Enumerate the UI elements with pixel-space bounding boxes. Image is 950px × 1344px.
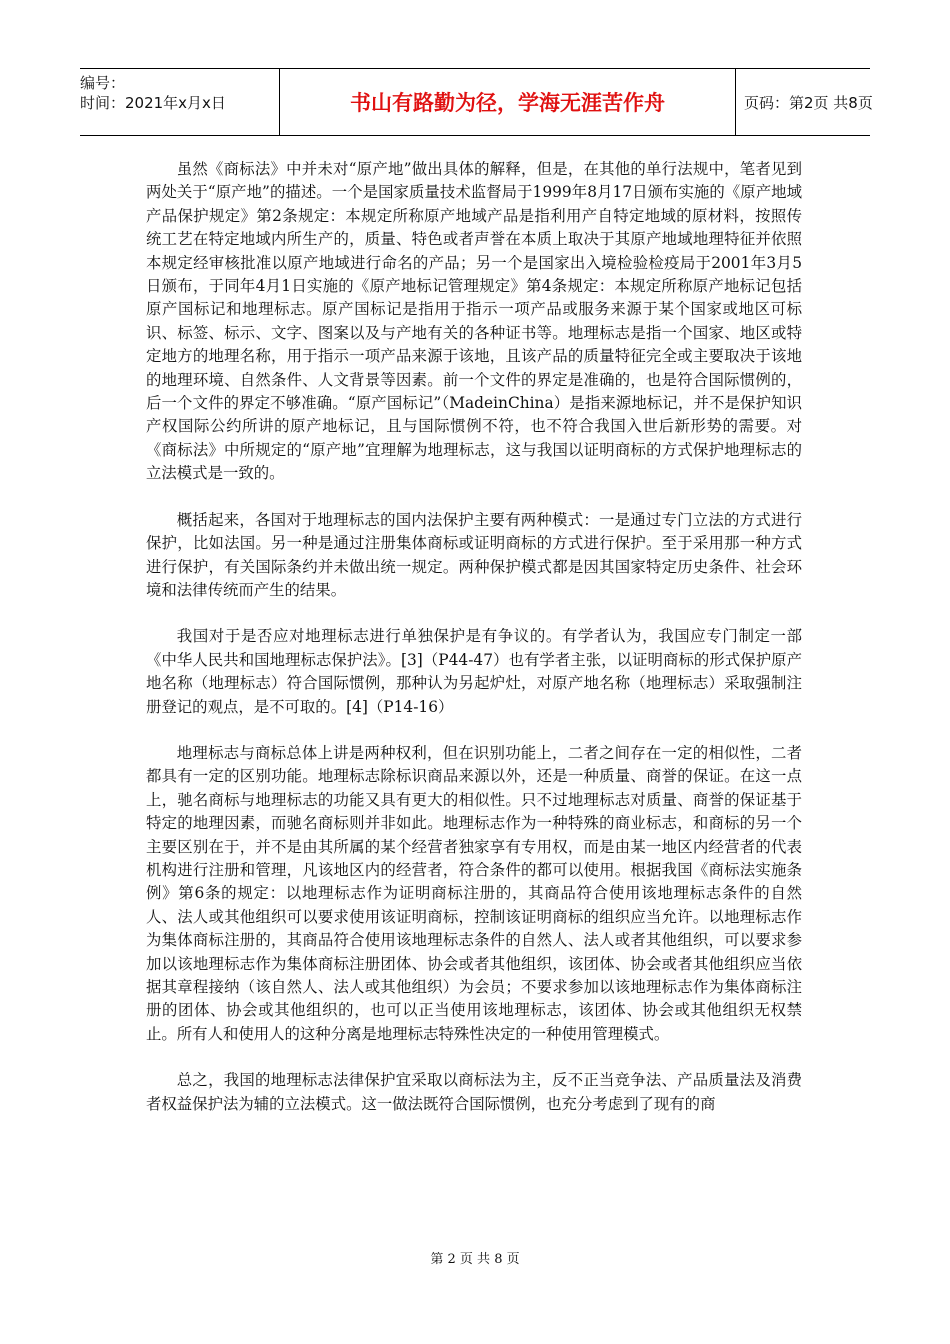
paragraph: 地理标志与商标总体上讲是两种权利，但在识别功能上，二者之间存在一定的相似性，二者都具有一定的区别功能。地理标志除标识商品来源以外，还是一种质量、商誉的保证。在这一点上，驰名商标与地理标志的功能又具有更大的相似性。只不过地理标志对质量、商誉的保证基于特定的地理因素，而驰名商标则并非如此。地理标志作为一种特殊的商业标志，和商标的另一个主要区别在于，并不是由其所属的某个经营者独家享有专用权，而是由某一地区内经营者的代表机构进行注册和管理，凡该地区内的经营者，符合条件的都可以使用。根据我国《商标法实施条例》第6条的规定：以地理标志作为证明商标注册的，其商品符合使用该地理标志条件的自然人、法人或其他组织可以要求使用该证明商标，控制该证明商标的组织应当允许。以地理标志作为集体商标注册的，其商品符合使用该地理标志条件的自然人、法人或者其他组织，可以要求参加以该地理标志作为集体商标注册团体、协会或者其他组织，该团体、协会或者其他组织应当依据其章程接纳（该自然人、法人或其他组织）为会员；不要求参加以该地理标志作为集体商标注册的团体、协会或其他组织的，也可以正当使用该地理标志，该团体、协会或其他组织无权禁止。所有人和使用人的这种分离是地理标志特殊性决定的一种使用管理模式。 xyxy=(146,743,802,1043)
header-info xyxy=(80,69,280,135)
paragraph: 虽然《商标法》中并未对“原产地”做出具体的解释，但是，在其他的单行法规中，笔者见到两处关于“原产地”的描述。一个是国家质量技术监督局于1999年8月17日颁布实施的《原产地域产品保护规定》第2条规定：本规定所称原产地域产品是指利用产自特定地域的原材料，按照传统工艺在特定地域内所生产的，质量、特色或者声誉在本质上取决于其原产地域地理特征并依照本规定经审核批准以原产地域进行命名的产品；另一个是国家出入境检验检疫局于2001年3月5日颁布，于同年4月1日实施的《原产地标记管理规定》第4条规定：本规定所称原产地标记包括原产国标记和地理标志。原产国标记是指用于指示一项产品或服务来源于某个国家或地区可标识、标签、标示、文字、图案以及与产地有关的各种证书等。地理标志是指一个国家、地区或特定地方的地理名称，用于指示一项产品来源于该地，且该产品的质量特征完全或主要取决于该地的地理环境、自然条件、人文背景等因素。前一个文件的界定是准确的，也是符合国际惯例的，后一个文件的界定不够准确。“原产国标记”（MadeinChina）是指来源地标记，并不是保护知识产权国际公约所讲的原产地标记，且与国际惯例不符，也不符合我国入世后新形势的需要。对《商标法》中所规定的“原产地”宜理解为地理标志，这与我国以证明商标的方式保护地理标志的立法模式是一致的。 xyxy=(146,160,802,483)
document-number: 编号： xyxy=(80,74,126,92)
header-motto: 书山有路勤为径，学海无涯苦作舟 xyxy=(280,69,736,135)
page-header xyxy=(80,68,873,136)
paragraph: 我国对于是否应对地理标志进行单独保护是有争议的。有学者认为，我国应专门制定一部《中华人民共和国地理标志保护法》。[3]（P44-47）也有学者主张，以证明商标的形式保护原产地名称（地理标志）符合国际惯例，那种认为另起炉灶，对原产地名称（地理标志）采取强制注册登记的观点，是不可取的。[4]（P14-16） xyxy=(146,627,802,716)
header-page-number: 页码：第2页 共8页 xyxy=(744,93,873,112)
page-footer: 第 2 页 共 8 页 xyxy=(430,1252,520,1267)
paragraph: 概括起来，各国对于地理标志的国内法保护主要有两种模式：一是通过专门立法的方式进行保护，比如法国。另一种是通过注册集体商标或证明商标的方式进行保护。至于采用那一种方式进行保护，有关国际条约并未做出统一规定。两种保护模式都是因其国家特定历史条件、社会环境和法律传统而产生的结果。 xyxy=(146,510,802,599)
document-body xyxy=(146,158,802,1139)
paragraph: 总之，我国的地理标志法律保护宜采取以商标法为主，反不正当竞争法、产品质量法及消费者权益保护法为辅的立法模式。这一做法既符合国际惯例，也充分考虑到了现有的商 xyxy=(146,1071,802,1113)
document-time: 时间：2021年x月x日 xyxy=(80,94,226,112)
